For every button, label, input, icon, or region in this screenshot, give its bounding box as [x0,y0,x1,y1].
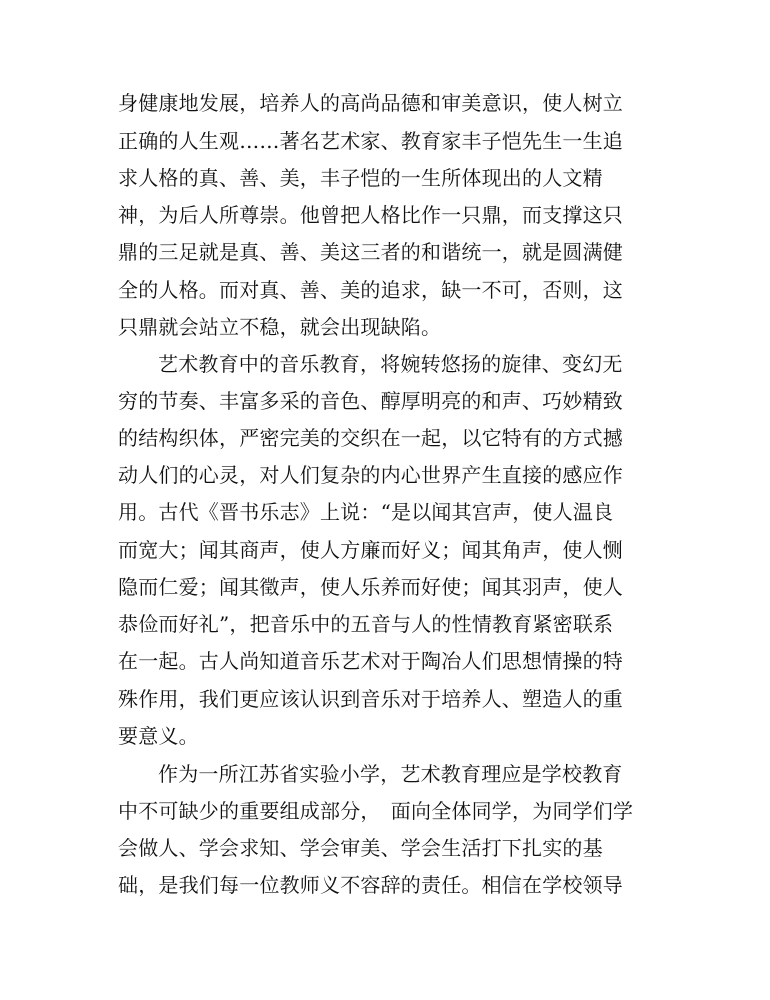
text-line: 鼎的三足就是真、善、美这三者的和谐统一，就是圆满健 [118,240,623,264]
text-line: 身健康地发展，培养人的高尚品德和审美意识，使人树立 [118,91,623,115]
text-line: 全的人格。而对真、善、美的追求，缺一不可，否则，这 [118,278,623,302]
text-line: 的结构织体，严密完美的交织在一起，以它特有的方式撼 [118,426,623,450]
text-line: 础，是我们每一位教师义不容辞的责任。相信在学校领导 [118,873,623,897]
text-line-indented: 作为一所江苏省实验小学，艺术教育理应是学校教育 [158,762,623,786]
text-line: 而宽大；闻其商声，使人方廉而好义；闻其角声，使人恻 [118,538,623,562]
text-line: 用。古代《晋书乐志》上说：“是以闻其宫声，使人温良 [118,500,614,524]
text-line-indented: 艺术教育中的音乐教育，将婉转悠扬的旋律、变幻无 [158,352,623,376]
text-line: 穷的节奏、丰富多采的音色、醇厚明亮的和声、巧妙精致 [118,389,623,413]
text-line: 隐而仁爱；闻其徵声，使人乐养而好使；闻其羽声，使人 [118,575,623,599]
text-line: 会做人、学会求知、学会审美、学会生活打下扎实的基 [118,836,603,860]
text-line: 殊作用，我们更应该认识到音乐对于培养人、塑造人的重 [118,687,623,711]
text-line: 动人们的心灵，对人们复杂的内心世界产生直接的感应作 [118,463,623,487]
text-line: 只鼎就会站立不稳，就会出现缺陷。 [118,315,442,339]
text-line: 恭俭而好礼”，把音乐中的五音与人的性情教育紧密联系 [118,612,614,636]
text-line: 中不可缺少的重要组成部分， 面向全体同学，为同学们学 [118,799,634,823]
text-line: 神，为后人所尊崇。他曾把人格比作一只鼎，而支撑这只 [118,203,623,227]
text-line: 正确的人生观……著名艺术家、教育家丰子恺先生一生追 [118,129,623,153]
text-line: 求人格的真、善、美，丰子恺的一生所体现出的人文精 [118,166,603,190]
text-line: 在一起。古人尚知道音乐艺术对于陶冶人们思想情操的特 [118,649,623,673]
text-line: 要意义。 [118,724,199,748]
